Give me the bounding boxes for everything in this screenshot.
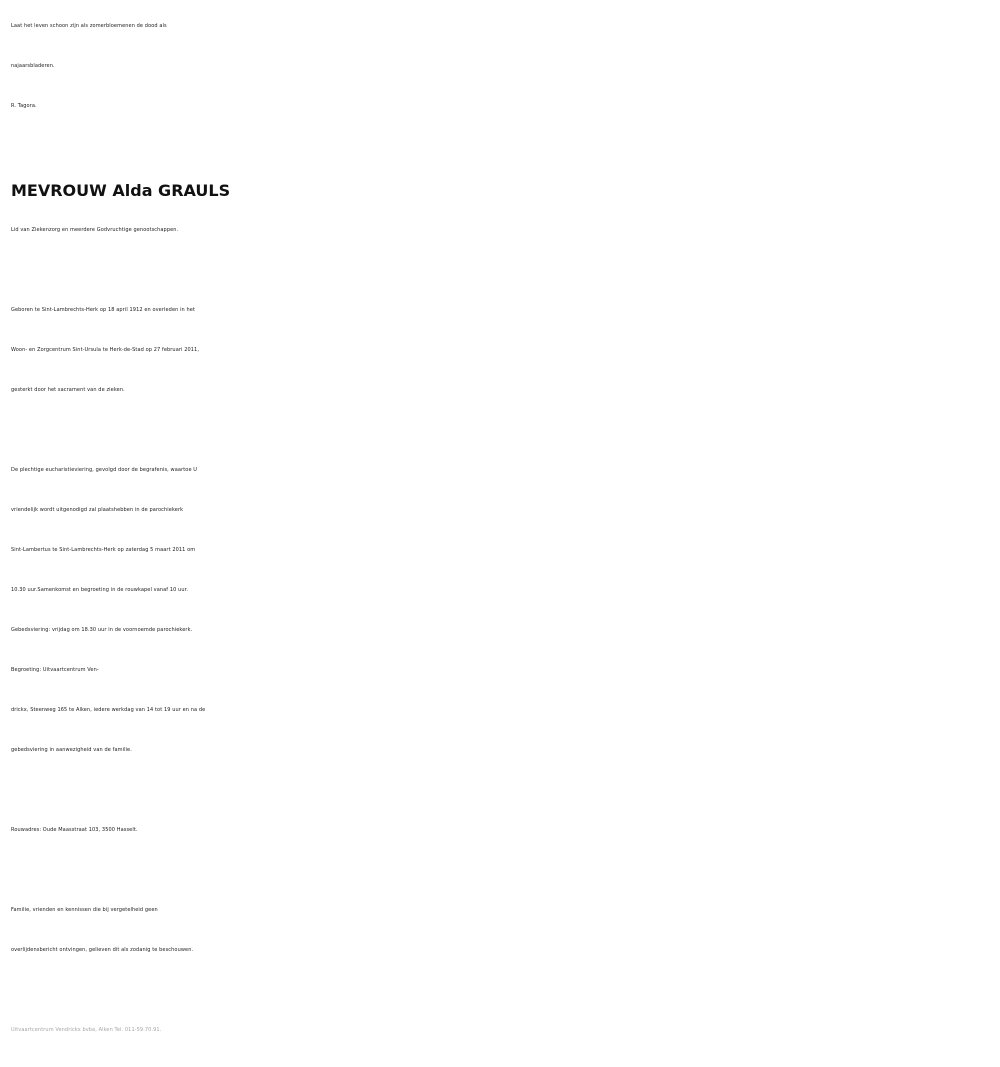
- spacer: [11, 126, 996, 166]
- spacer: [11, 410, 996, 450]
- notice-line: overlijdensbericht ontvingen, gelieven dit als zodanig te beschouwen.: [11, 947, 194, 953]
- ceremony-line: De plechtige eucharistieviering, gevolgd door de begrafenis, waartoe U: [11, 467, 198, 473]
- spacer: [11, 250, 996, 290]
- obituary-notice: [11, 6, 996, 1050]
- deceased-name: MEVROUW Alda GRAULS: [11, 181, 231, 200]
- quote-block: [11, 6, 996, 126]
- ceremony-line: gebedsviering in aanwezigheid van de familie.: [11, 747, 132, 753]
- birth-death-block: [11, 290, 996, 410]
- ceremony-line: vriendelijk wordt uitgenodigd zal plaatshebben in de parochiekerk: [11, 507, 184, 513]
- quote-line: Laat het leven schoon zijn als zomerbloemenen de dood als: [11, 23, 167, 29]
- notice-line: Familie, vrienden en kennissen die bij vergetelheid geen: [11, 907, 158, 913]
- mourning-address: Rouwadres: Oude Maasstraat 103, 3500 Hasselt.: [11, 827, 138, 833]
- membership-text: Lid van Ziekenzorg en meerdere Godvruchtige genootschappen.: [11, 227, 179, 233]
- spacer: [11, 770, 996, 810]
- quote-line: najaarsbladeren.: [11, 63, 55, 69]
- ceremony-line: 10.30 uur.Samenkomst en begroeting in de rouwkapel vanaf 10 uur.: [11, 587, 189, 593]
- quote-author: R. Tagora.: [11, 103, 37, 109]
- ceremony-line: Sint-Lambertus te Sint-Lambrechts-Herk op zaterdag 5 maart 2011 om: [11, 547, 196, 553]
- birth-death-line: Woon- en Zorgcentrum Sint-Ursula te Herk-de-Stad op 27 februari 2011,: [11, 347, 200, 353]
- ceremony-line: drickx, Steenweg 165 te Alken, iedere werkdag van 14 tot 19 uur en na de: [11, 707, 206, 713]
- birth-death-line: Geboren te Sint-Lambrechts-Herk op 18 april 1912 en overleden in het: [11, 307, 196, 313]
- funeral-home-footer: Uitvaartcentrum Vendrickx bvba, Alken Tel. 011-59.70.91.: [11, 1027, 162, 1033]
- ceremony-block: [11, 450, 996, 770]
- ceremony-line: Begroeting: Uitvaartcentrum Ven-: [11, 667, 99, 673]
- notice-block: [11, 890, 996, 970]
- birth-death-line: gesterkt door het sacrament van de zieken.: [11, 387, 125, 393]
- spacer: [11, 850, 996, 890]
- spacer: [11, 970, 996, 1010]
- ceremony-line: Gebedsviering: vrijdag om 18.30 uur in de voornoemde parochiekerk.: [11, 627, 193, 633]
